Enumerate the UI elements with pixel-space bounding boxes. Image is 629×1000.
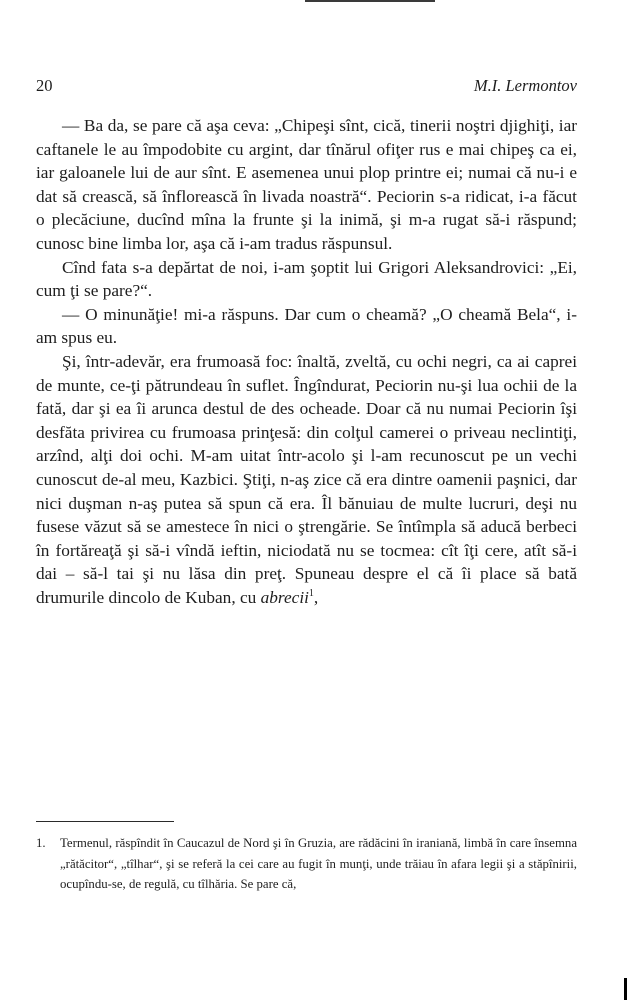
footnote-number: 1.	[36, 836, 46, 850]
paragraph: Cînd fata s-a depărtat de noi, i-am şoptit lui Grigori Aleksandrovici: „Ei, cum ţi se pare?“.	[36, 257, 577, 301]
italic-term: abrecii	[260, 587, 309, 607]
top-rule	[305, 0, 435, 2]
paragraph: — O minunăţie! mi-a răspuns. Dar cum o cheamă? „O cheamă Bela“, i-am spus eu.	[36, 304, 577, 348]
footnote	[36, 833, 577, 895]
footnote-divider	[36, 821, 174, 822]
footnote-text: Termenul, răspîndit în Caucazul de Nord şi în Gruzia, are rădăcini în iraniană, limbă în care însemna „rătăcitor“, „tîlhar“, şi se referă la cei care au fugit în munţi, unde trăiau în afara legii şi a stăpînirii, ocupîndu-se, de regulă, cu tîlhăria. Se pare că,	[60, 836, 577, 891]
body-text	[36, 114, 577, 609]
footnote-reference[interactable]: 1	[308, 588, 314, 600]
paragraph-last	[36, 350, 577, 610]
paragraph: — Ba da, se pare că aşa ceva: „Chipeşi sînt, cică, tinerii noştri djighiţi, iar caftanele le au împodobite cu argint, dar tînărul ofiţer rus e mai chipeş ca ei, iar galoanele lui de aur sînt. E asemenea unui plop printre ei; numai că nu-i e dat să crească, să înflorească în livada noastră“. Peciorin s-a ridicat, i-a făcut o plecăciune, ducînd mîna la frunte şi la inimă, şi m-a rugat să-i răspund; cunosc bine limba lor, aşa că i-am tradus răspunsul.	[36, 116, 577, 253]
page-edge-mark	[624, 978, 627, 1000]
paragraph-end: ,	[313, 587, 319, 607]
page-header	[36, 76, 577, 98]
paragraph-text: Şi, într-adevăr, era frumoasă foc: înaltă, zveltă, cu ochi negri, ca ai caprei de munte, ce-ţi pătrundeau în suflet. Îngîndurat, Peciorin nu-şi lua ochii de la fată, dar şi ea îi arunca destul de des ocheade. Doar că nu numai Peciorin îşi desfăta privirea cu frumoasa prinţesă: din colţul camerei o priveau neclintiţi, arzînd, alţi doi ochi. M-am uitat într-acolo şi l-am recunoscut pe un vechi cunoscut de-al meu, Kazbici. Ştiţi, n-aş zice că era dintre oamenii paşnici, dar nici duşman n-aş putea să spun că era. Îl bănuiau de multe lucruri, deşi nu fusese văzut să se amestece în nici o ştrengărie. Se întîmpla să aducă berbeci în fortăreaţă şi să-i vîndă ieftin, niciodată nu se tocmea: cît îţi cere, atît să-i dai – să-l tai şi nu lăsa din preţ. Spuneau despre el că îi place să bată drumurile dincolo de Kuban, cu	[36, 351, 577, 607]
running-title: M.I. Lermontov	[473, 76, 577, 95]
page-number: 20	[36, 76, 53, 95]
